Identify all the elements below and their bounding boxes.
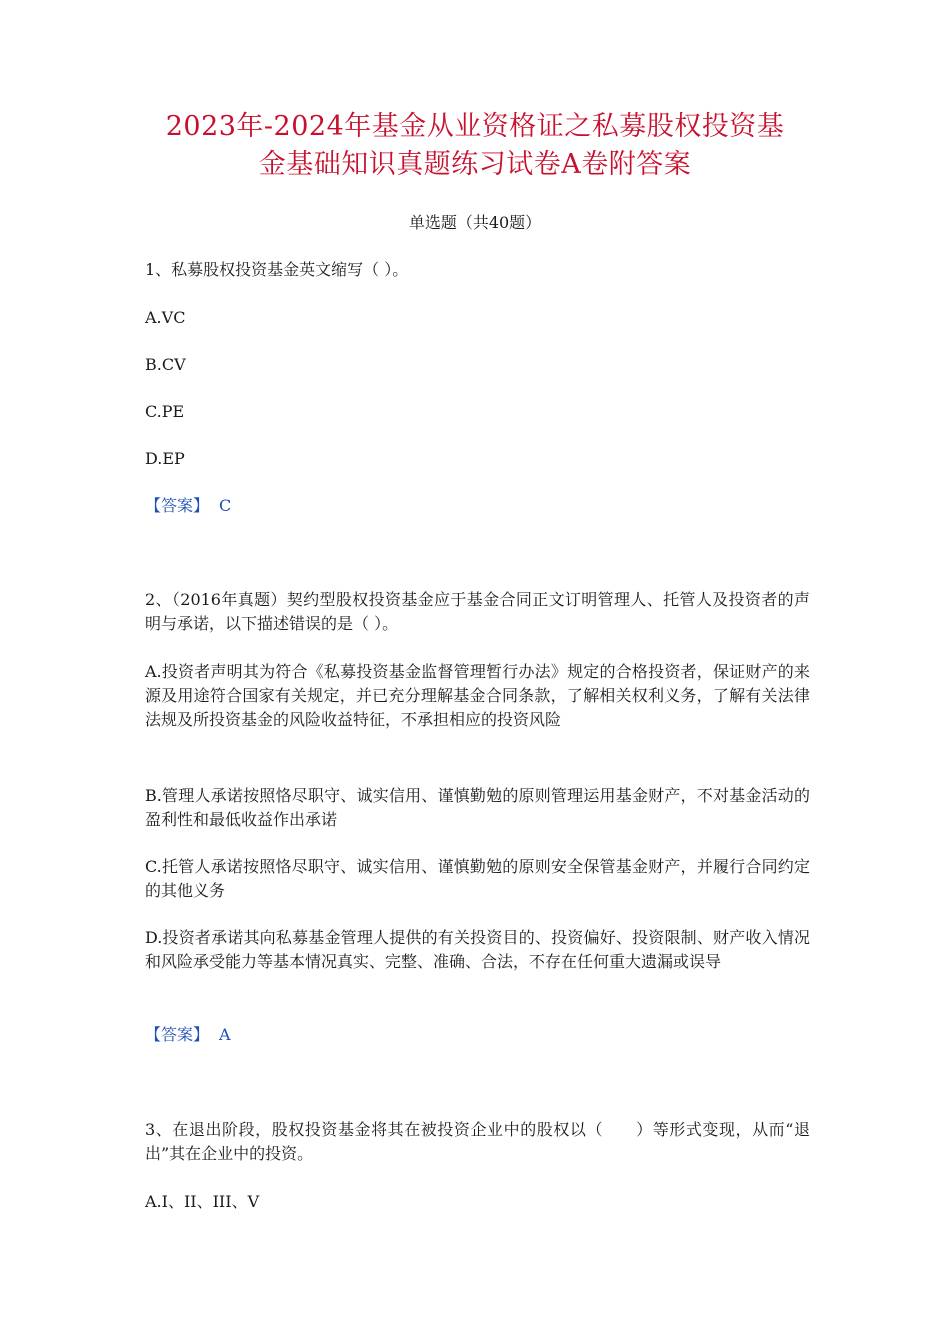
title-line-2: 金基础知识真题练习试卷A卷附答案 [258, 149, 692, 180]
answer-value: C [219, 496, 232, 515]
question-1-option-b: B.CV [145, 355, 186, 374]
question-2-option-a: A.投资者声明其为符合《私募投资基金监督管理暂行办法》规定的合格投资者，保证财产的来源及用途符合国家有关规定，并已充分理解基金合同条款，了解相关权利义务，了解有关法律法规及所投资基金的风险收益特征，不承担相应的投资风险 [145, 662, 810, 729]
question-3-stem: 3、在退出阶段，股权投资基金将其在被投资企业中的股权以（ ）等形式变现，从而“退出”其在企业中的投资。 [145, 1120, 810, 1163]
answer-value: A [219, 1025, 231, 1044]
question-2-answer [145, 1023, 810, 1047]
question-2-option-c: C.托管人承诺按照恪尽职守、诚实信用、谨慎勤勉的原则安全保管基金财产，并履行合同约定的其他义务 [145, 857, 810, 900]
question-3-option-a: A.I、II、III、V [145, 1192, 260, 1211]
answer-label: 【答案】 [145, 496, 210, 515]
section-header: 单选题（共40题） [408, 213, 542, 232]
question-1-stem: 1、私募股权投资基金英文缩写（ ）。 [145, 260, 409, 279]
question-2-option-d: D.投资者承诺其向私募基金管理人提供的有关投资目的、投资偏好、投资限制、财产收入情况和风险承受能力等基本情况真实、完整、准确、合法，不存在任何重大遗漏或误导 [145, 928, 810, 971]
question-1-option-c: C.PE [145, 402, 185, 421]
answer-label: 【答案】 [145, 1025, 210, 1044]
question-1-option-a: A.VC [145, 308, 186, 327]
question-2-option-b: B.管理人承诺按照恪尽职守、诚实信用、谨慎勤勉的原则管理运用基金财产，不对基金活动的盈利性和最低收益作出承诺 [145, 786, 810, 829]
title-line-1: 2023年-2024年基金从业资格证之私募股权投资基 [165, 111, 785, 142]
question-2-stem: 2、（2016年真题）契约型股权投资基金应于基金合同正文订明管理人、托管人及投资者的声明与承诺，以下描述错误的是（ ）。 [145, 590, 810, 633]
document-title [120, 108, 830, 184]
question-1-option-d: D.EP [145, 449, 185, 468]
question-1-answer [145, 494, 810, 518]
